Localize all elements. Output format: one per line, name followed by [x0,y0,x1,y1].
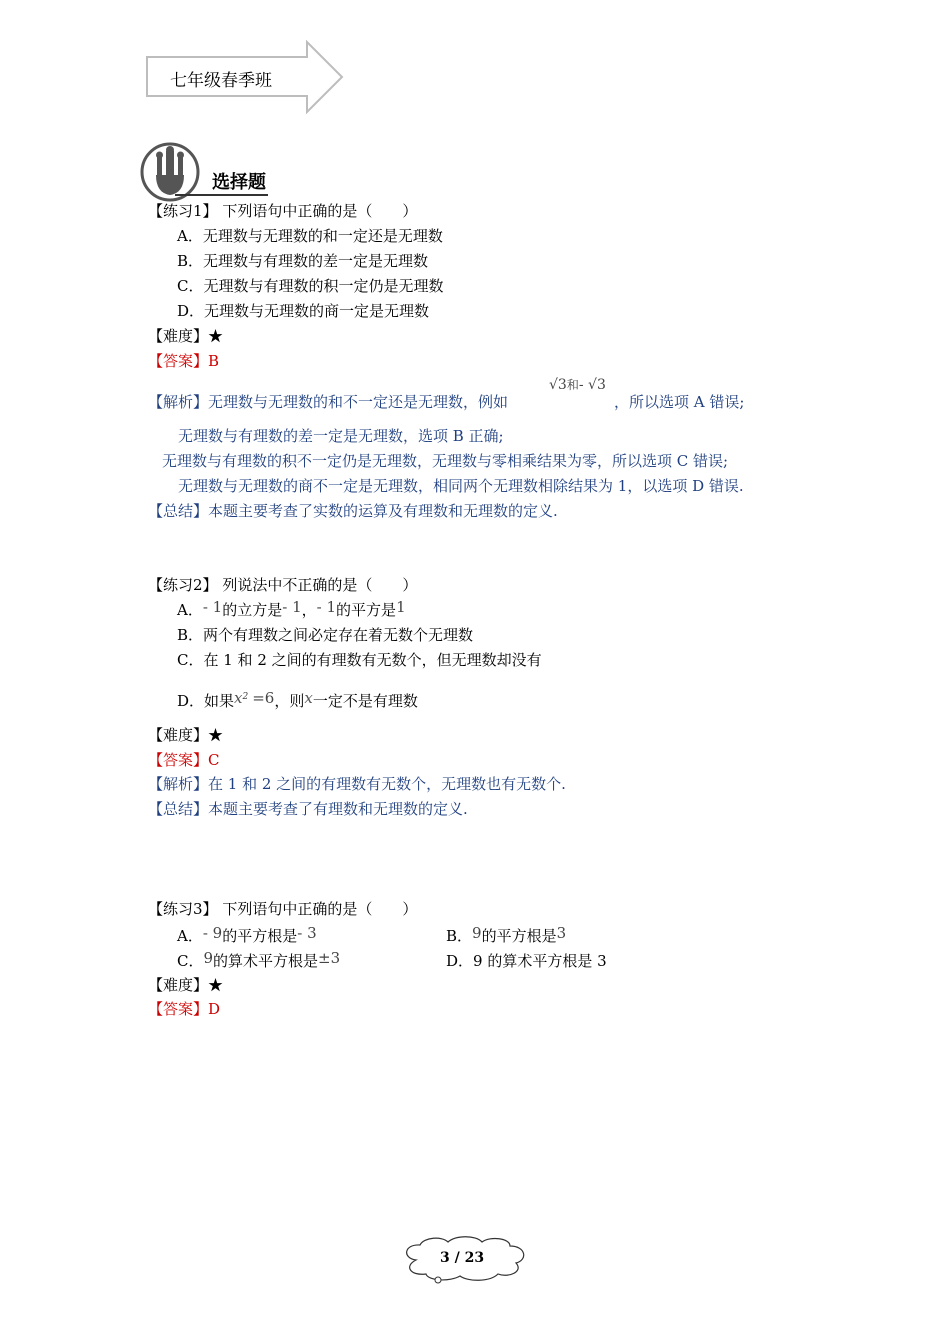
q3-option-b-text: 的平方根是 [481,927,557,945]
section-underline [175,194,268,196]
q2-stem: 列说法中不正确的是（ ） [222,576,418,594]
q1-option-c: C．无理数与有理数的积一定仍是无理数 [177,277,444,295]
q1-option-a: A．无理数与无理数的和一定还是无理数 [177,227,443,245]
q2-option-d-text: 一定不是有理数 [312,692,418,710]
q1-analysis-text-b: ，所以选项 A 错误; [614,393,745,411]
q3-answer [148,999,220,1019]
q2-option-d-text: ，则 [274,692,305,710]
q1-difficulty [148,326,223,346]
q2-option-a-text: ， [301,601,317,619]
q3-difficulty-label: 【难度】 [148,976,209,994]
q3-option-a-math: - 3 [297,924,317,942]
q2-difficulty-label: 【难度】 [148,726,209,744]
q1-stem: 下列语句中正确的是（ ） [222,202,418,220]
page-number: 3 / 23 [440,1250,485,1266]
q2-option-a [177,600,406,620]
q3-option-a-prefix: A． [177,927,203,945]
q2-option-a-math: 1 [396,598,406,616]
q3-option-c-math: 9 [203,949,214,967]
q1-formula-and: 和 [566,378,579,392]
q3-answer-value: D [208,1000,221,1018]
q2-summary-text: 本题主要考查了有理数和无理数的定义. [208,800,468,818]
q3-option-b-math: 9 [472,924,482,942]
q2-answer [148,750,220,770]
q2-option-c: C．在 1 和 2 之间的有理数有无数个，但无理数却没有 [177,651,542,669]
q2-option-a-text: 的立方是 [222,601,283,619]
q3-option-c-math: ±3 [318,949,341,967]
q3-option-a-text: 的平方根是 [222,927,298,945]
q1-summary-text: 本题主要考查了实数的运算及有理数和无理数的定义. [208,502,558,520]
q2-label: 【练习2】 [148,576,218,594]
q1-analysis-label: 【解析】 [148,393,209,411]
q3-option-b-prefix: B． [446,927,473,945]
q1-formula-root1: √3 [549,377,567,393]
section-title: 选择题 [212,172,266,193]
q3-option-b [446,926,566,946]
q1-analysis-line2: 无理数与有理数的差一定是无理数，选项 B 正确; [178,427,504,445]
q2-option-d-math: x [304,689,313,707]
banner-text: 七年级春季班 [170,71,272,91]
q3-difficulty [148,975,223,995]
q2-difficulty [148,725,223,745]
q1-answer-value: B [208,352,220,370]
q2-option-b: B．两个有理数之间必定存在着无数个无理数 [177,626,474,644]
q2-option-d-math: x [234,689,243,707]
q2-option-d [177,691,418,714]
q1-analysis-line4: 无理数与无理数的商不一定是无理数，相同两个无理数相除结果为 1，以选项 D 错误. [178,477,744,495]
q3-option-c-prefix: C． [177,952,204,970]
q2-analysis-text: 在 1 和 2 之间的有理数有无数个，无理数也有无数个. [208,775,566,793]
q3-label: 【练习3】 [148,900,218,918]
q1-option-b: B．无理数与有理数的差一定是无理数 [177,252,429,270]
star-icon: ★ [208,976,224,994]
q1-analysis-text-a: 无理数与无理数的和不一定还是无理数，例如 [208,393,509,411]
q3-option-c [177,951,340,971]
q2-analysis [148,774,566,794]
q3-option-a [177,926,317,946]
q3-stem: 下列语句中正确的是（ ） [222,900,418,918]
q3-answer-label: 【答案】 [148,1000,209,1018]
q1-formula-root2: - √3 [578,377,606,393]
q1-difficulty-label: 【难度】 [148,327,209,345]
q3-option-c-text: 的算术平方根是 [213,952,319,970]
q2-option-a-math: - 1 [316,598,337,616]
q2-option-d-prefix: D．如果 [177,692,235,710]
q3-stem-line [148,899,417,919]
q1-answer-label: 【答案】 [148,352,209,370]
q1-stem-line [148,201,417,221]
q2-summary [148,799,468,819]
q1-summary [148,501,558,521]
q2-option-a-math: - 1 [282,598,302,616]
q2-answer-label: 【答案】 [148,751,209,769]
q1-analysis-line3: 无理数与有理数的积不一定仍是无理数，无理数与零相乘结果为零，所以选项 C 错误; [162,452,729,470]
q2-analysis-label: 【解析】 [148,775,209,793]
q2-option-a-math: - 1 [202,598,223,616]
q2-option-d-math: =6 [252,689,275,707]
q1-summary-label: 【总结】 [148,502,209,520]
star-icon: ★ [208,327,224,345]
q1-analysis-line1 [148,392,508,412]
q2-answer-value: C [208,751,220,769]
q2-option-a-text: 的平方是 [336,601,397,619]
q2-summary-label: 【总结】 [148,800,209,818]
q2-stem-line [148,575,417,595]
q1-label: 【练习1】 [148,202,218,220]
q3-option-b-math: 3 [556,924,567,942]
q2-option-d-math: 2 [242,692,249,702]
q1-formula [549,376,606,393]
q3-option-d: D．9 的算术平方根是 3 [446,952,607,970]
q2-option-a-prefix: A． [177,601,203,619]
q1-answer [148,351,219,371]
star-icon: ★ [208,726,224,744]
q3-option-a-math: - 9 [202,924,223,942]
q1-option-d: D．无理数与无理数的商一定是无理数 [177,302,430,320]
